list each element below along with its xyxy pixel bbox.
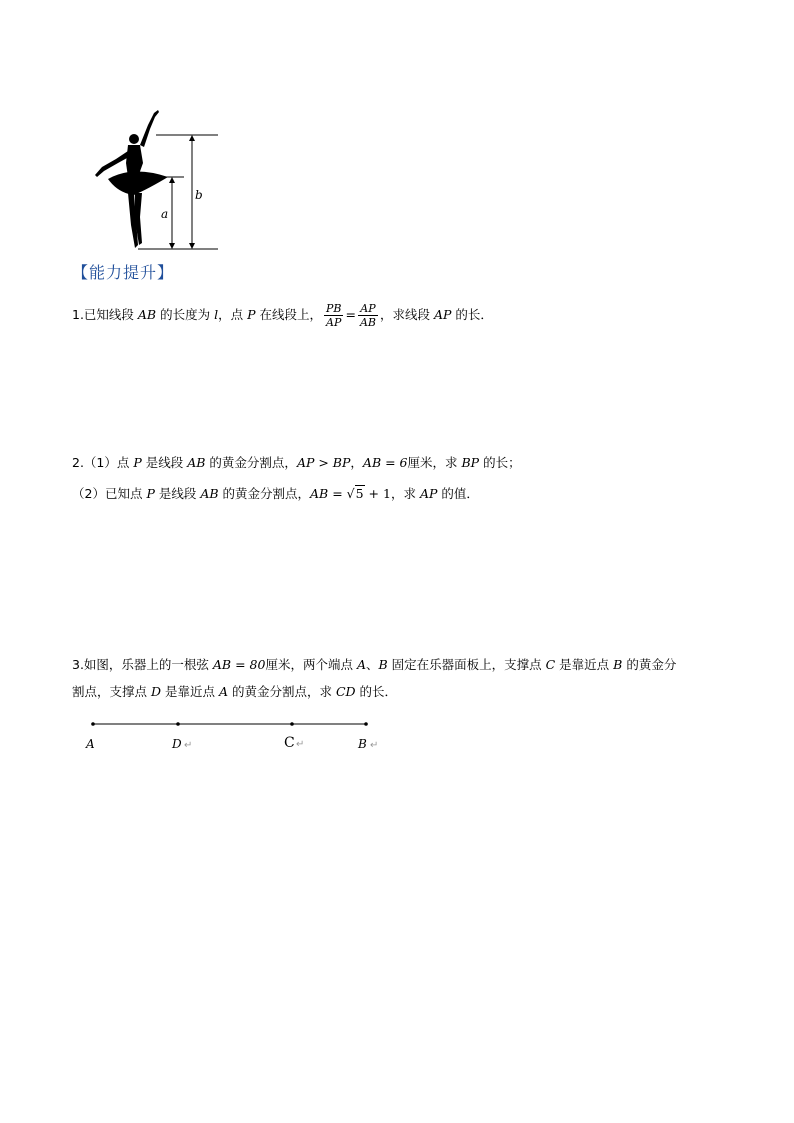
point-a-label: A: [86, 737, 95, 751]
point-d-dot: [176, 722, 180, 726]
segment-figure: [80, 715, 400, 760]
q2-l1-bp: BP: [461, 455, 480, 470]
q1-tail: ，求线段: [379, 307, 434, 322]
q2-l1-eq: AB = 6: [362, 455, 408, 470]
question-1: [72, 302, 493, 329]
q1-frac2-den: AB: [359, 316, 376, 329]
q2-l1-mid2: 的黄金分割点，: [205, 455, 297, 470]
q1-tail2: 的长．: [451, 307, 493, 322]
q2-l1-mid3: ，: [350, 455, 363, 470]
q2-l1-ineq: AP > BP: [296, 455, 351, 470]
q3-l1-prefix: 3.如图，乐器上的一根弦: [72, 657, 213, 672]
q2-l2-ab: AB: [200, 486, 219, 501]
q2-l2-p: P: [146, 486, 155, 501]
q1-tail-seg: AP: [433, 307, 452, 322]
q1-frac1-den: AP: [326, 316, 342, 329]
question-2-line-2: [72, 484, 479, 504]
q2-l2-tail: 的值．: [437, 486, 479, 501]
q3-l1-sep: 、: [365, 657, 379, 672]
q2-l1-tail: 的长；: [479, 455, 521, 470]
point-b-dot: [364, 722, 368, 726]
q3-l2-mid2: 的黄金分割点，求: [228, 684, 336, 699]
q2-l2-eq: AB =: [310, 486, 347, 501]
q3-l1-c: C: [545, 657, 556, 672]
point-a-dot: [91, 722, 95, 726]
q1-mid: 的长度为: [156, 307, 215, 322]
ballerina-silhouette: [95, 110, 168, 248]
q2-l1-ab: AB: [187, 455, 206, 470]
sqrt-symbol: √: [346, 486, 355, 501]
point-c-dot: [290, 722, 294, 726]
question-3-line-1: [72, 655, 676, 675]
q3-l2-mid: 是靠近点: [161, 684, 219, 699]
q1-frac2-num: AP: [358, 302, 378, 316]
q3-l2-tail: 的长．: [355, 684, 398, 699]
q1-seg: AB: [137, 307, 157, 322]
q3-l1-a: A: [356, 657, 366, 672]
q1-prefix: 1.已知线段: [72, 307, 138, 322]
q3-l2-d: D: [150, 684, 162, 699]
q2-l1-unit: 厘米，求: [407, 455, 462, 470]
question-3-line-2: [72, 682, 397, 702]
q3-l2-cd: CD: [335, 684, 356, 699]
point-b-mark: ↵: [370, 740, 379, 751]
q1-mid3: 在线段上，: [255, 307, 322, 322]
q2-l2-plus: + 1: [364, 486, 391, 501]
q1-fraction-1: [324, 302, 344, 329]
point-d-mark: ↵: [184, 740, 193, 751]
q1-len: l: [214, 307, 219, 322]
q1-eq: =: [345, 307, 356, 322]
q3-l2-prefix: 割点，支撑点: [72, 684, 151, 699]
q3-l1-mid2: 固定在乐器面板上，支撑点: [387, 657, 546, 672]
label-b: b: [195, 188, 203, 202]
question-2-line-1: [72, 453, 521, 473]
sqrt-radicand: 5: [355, 486, 364, 501]
point-c-mark: ↵: [296, 739, 305, 750]
measurement-lines: [138, 135, 218, 249]
q2-l2-mid: 是线段: [154, 486, 201, 501]
q3-l2-a: A: [218, 684, 228, 699]
q3-l1-b2: B: [613, 657, 623, 672]
q3-l1-eq: AB = 80: [212, 657, 266, 672]
q3-l1-b: B: [378, 657, 388, 672]
point-d-label: D: [172, 737, 182, 751]
section-title: 【能力提升】: [72, 263, 175, 282]
q3-l1-tail2: 的黄金分: [622, 657, 677, 672]
q2-l1-mid: 是线段: [141, 455, 188, 470]
q3-l1-tail: 是靠近点: [555, 657, 614, 672]
point-b-label: B: [358, 737, 367, 751]
q2-l1-prefix: 2.（1）点: [72, 455, 134, 470]
ballerina-figure: [88, 105, 228, 255]
q2-l1-p: P: [133, 455, 142, 470]
q2-l2-mid3: ，求: [390, 486, 420, 501]
label-a: a: [161, 207, 169, 221]
q1-mid2: ，点: [218, 307, 248, 322]
q1-frac1-num: PB: [325, 302, 342, 315]
q2-l2-ap: AP: [419, 486, 438, 501]
q2-l2-prefix: （2）已知点: [72, 486, 147, 501]
q1-fraction-2: [358, 302, 378, 329]
q1-p: P: [247, 307, 256, 322]
point-c-label: C: [284, 735, 295, 751]
q3-l1-mid: 厘米，两个端点: [265, 657, 357, 672]
q2-l2-sqrt: [347, 485, 365, 501]
q2-l2-mid2: 的黄金分割点，: [218, 486, 311, 501]
